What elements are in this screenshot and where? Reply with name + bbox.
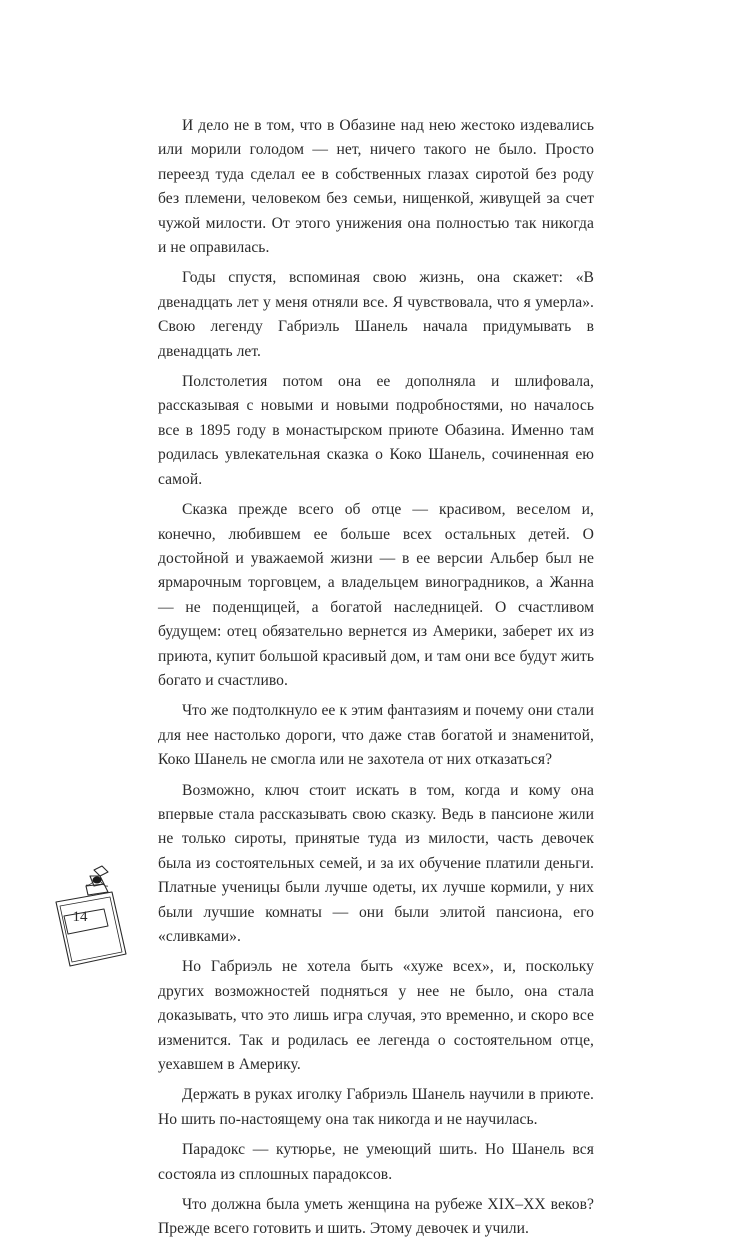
paragraph-9: Парадокс — кутюрье, не умеющий шить. Но Шанель вся состояла из сплошных парадоксов.	[158, 1141, 594, 1183]
body-text	[158, 114, 594, 1248]
page-number: 14	[72, 909, 88, 925]
paragraph-8: Держать в руках иголку Габриэль Шанель научили в приюте. Но шить по-настоящему она так никогда и не научилась.	[158, 1086, 594, 1128]
paragraph-7: Но Габриэль не хотела быть «хуже всех», и, поскольку других возможностей подняться у нее не было, она стала доказывать, что это лишь игра случая, это временно, и скоро все изменится. Так и родилась ее легенда о состоятельном отце, уехавшем в Америку.	[158, 958, 594, 1074]
paragraph-5: Что же подтолкнуло ее к этим фантазиям и почему они стали для нее настолько дороги, что даже став богатой и знаменитой, Коко Шанель не смогла или не захотела от них отказаться?	[158, 702, 594, 769]
paragraph-4: Сказка прежде всего об отце — красивом, веселом и, конечно, любившем ее больше всех остальных детей. О достойной и уважаемой жизни — в ее версии Альбер был не ярмарочным торговцем, а владельцем виноградников, а Жанна — не поденщицей, а богатой наследницей. О счастливом будущем: отец обязательно вернется из Америки, заберет их из приюта, купит большой красивый дом, и там они все будут жить богато и счастливо.	[158, 501, 594, 689]
paragraph-2: Годы спустя, вспоминая свою жизнь, она скажет: «В двенадцать лет у меня отняли все. Я чувствовала, что я умерла». Свою легенду Габриэль Шанель начала придумывать в двенадцать лет.	[158, 269, 594, 360]
paragraph-10: Что должна была уметь женщина на рубеже XIX–XX веков? Прежде всего готовить и шить. Этому девочек и учили.	[158, 1196, 594, 1238]
paragraph-3: Полстолетия потом она ее дополняла и шлифовала, рассказывая с новыми и новыми подробностями, но началось все в 1895 году в монастырском приюте Обазина. Именно там родилась увлекательная сказка о Коко Шанель, сочиненная ею самой.	[158, 373, 594, 488]
paragraph-1: И дело не в том, что в Обазине над нею жестоко издевались или морили голодом — нет, ничего такого не было. Просто переезд туда сделал ее в собственных глазах сиротой без роду без племени, человеком без семьи, нищенкой, живущей за счет чужой милости. От этого унижения она полностью так никогда и не оправилась.	[158, 117, 594, 257]
paragraph-6: Возможно, ключ стоит искать в том, когда и кому она впервые стала рассказывать свою сказку. Ведь в пансионе жили не только сироты, принятые туда из милости, часть девочек была из состоятельных семей, и за их обучение платили деньги. Платные ученицы были лучше одеты, их лучше кормили, у них были лучшие комнаты — они были элитой пансиона, его «сливками».	[158, 781, 594, 945]
